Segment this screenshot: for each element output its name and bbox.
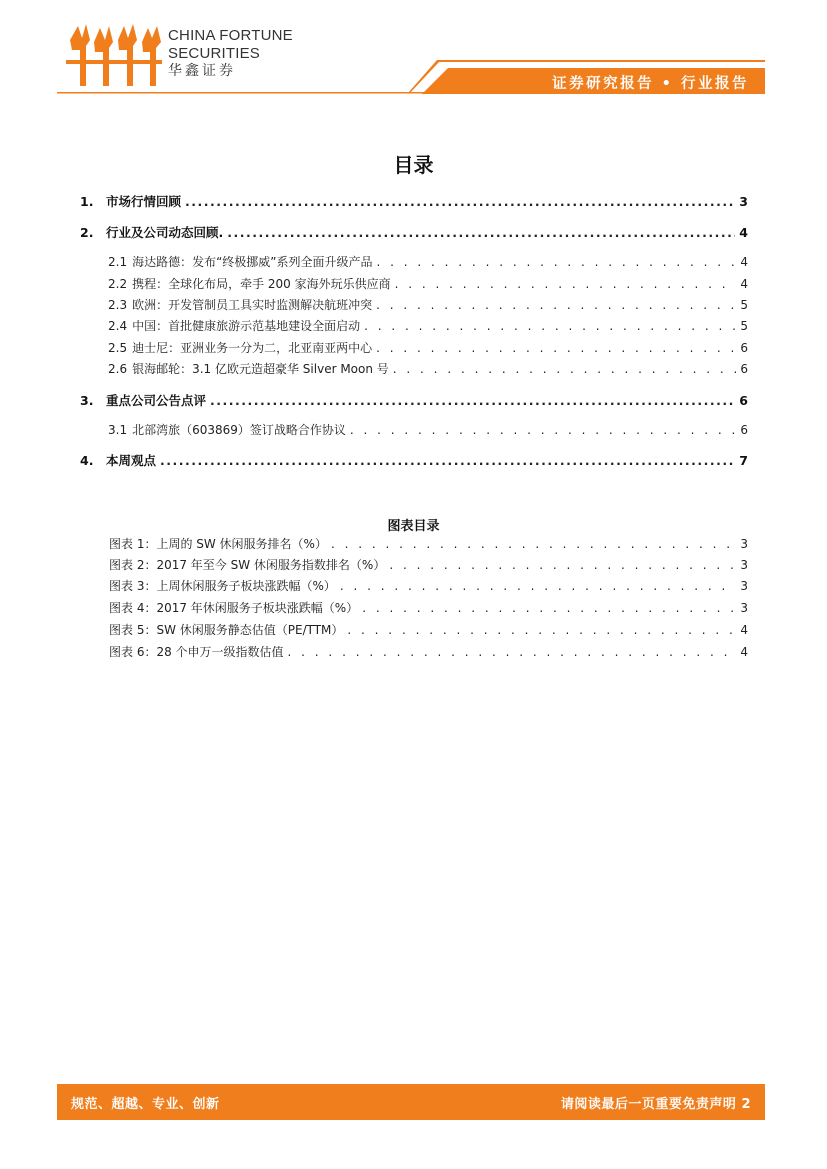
dot-leader	[347, 624, 736, 636]
toc-item-label: 重点公司公告点评	[106, 393, 207, 408]
toc-item-number: 2.6	[108, 362, 128, 376]
toc-subitem[interactable]	[108, 424, 748, 436]
figure-item-label: 图表 2：2017 年至今 SW 休闲服务指数排名（%）	[109, 558, 386, 572]
toc-subitem[interactable]	[108, 320, 748, 332]
toc-item-label: 市场行情回顾	[106, 194, 182, 209]
dot-leader	[160, 455, 735, 468]
toc-item-label: 银海邮轮：3.1 亿欧元造超豪华 Silver Moon 号	[132, 362, 389, 376]
figure-item-page: 3	[740, 537, 748, 551]
dot-leader	[210, 395, 735, 408]
figure-list-item[interactable]	[109, 624, 748, 636]
figure-item-label: 图表 5：SW 休闲服务静态估值（PE/TTM）	[109, 623, 344, 637]
toc-item[interactable]	[80, 227, 748, 240]
toc-item-page: 7	[739, 453, 748, 468]
dot-leader	[376, 342, 736, 354]
toc-item[interactable]	[80, 395, 748, 408]
toc-item-number: 2.2	[108, 277, 128, 291]
toc-item-number: 2.5	[108, 341, 128, 355]
toc-item-label: 北部湾旅（603869）签订战略合作协议	[132, 423, 346, 437]
brand-english-line1: CHINA FORTUNE	[168, 27, 293, 44]
figure-item-page: 4	[740, 645, 748, 659]
toc-item[interactable]	[80, 196, 748, 209]
figure-item-page: 3	[740, 579, 748, 593]
toc-item-number: 1.	[80, 194, 94, 209]
dot-leader	[350, 424, 736, 436]
toc-item-page: 4	[740, 255, 748, 269]
dot-leader	[376, 299, 736, 311]
toc-item-number: 2.	[80, 225, 94, 240]
toc-item-page: 4	[740, 277, 748, 291]
figure-item-page: 3	[740, 558, 748, 572]
figure-item-label: 图表 6：28 个申万一级指数估值	[109, 645, 284, 659]
toc-item-page: 6	[740, 423, 748, 437]
brand-chinese: 华鑫证券	[168, 63, 236, 79]
toc-item-number: 2.3	[108, 298, 128, 312]
figure-item-page: 4	[740, 623, 748, 637]
toc-item-number: 2.4	[108, 319, 128, 333]
dot-leader	[362, 602, 736, 614]
footer-disclaimer-note: 请阅读最后一页重要免责声明 2	[560, 1097, 751, 1112]
dot-leader	[227, 227, 735, 240]
toc-item-label: 欧洲：开发管制员工具实时监测解决航班冲突	[132, 298, 373, 312]
dot-leader	[377, 256, 736, 268]
toc-item-page: 3	[739, 194, 748, 209]
toc-subitem[interactable]	[108, 278, 748, 290]
dot-leader	[185, 196, 735, 209]
toc-subitem[interactable]	[108, 256, 748, 268]
toc-item-number: 3.1	[108, 423, 128, 437]
toc-item-page: 6	[740, 341, 748, 355]
figure-list-item[interactable]	[109, 580, 748, 592]
figure-list-item[interactable]	[109, 646, 748, 658]
toc-item-number: 3.	[80, 393, 94, 408]
figure-item-label: 图表 4：2017 年休闲服务子板块涨跌幅（%）	[109, 601, 359, 615]
figure-item-label: 图表 1：上周的 SW 休闲服务排名（%）	[109, 537, 327, 551]
figure-item-label: 图表 3：上周休闲服务子板块涨跌幅（%）	[109, 579, 336, 593]
report-type-label: 证券研究报告 • 行业报告	[552, 76, 749, 92]
footer-bar	[57, 1084, 765, 1120]
toc-item-page: 5	[740, 298, 748, 312]
toc-item-label: 行业及公司动态回顾.	[106, 225, 224, 240]
toc-item-label: 携程：全球化布局，牵手 200 家海外玩乐供应商	[132, 277, 391, 291]
dot-leader	[395, 278, 736, 290]
dot-leader	[340, 580, 736, 592]
toc-title: 目录	[393, 153, 434, 177]
toc-item[interactable]	[80, 455, 748, 468]
figure-item-page: 3	[740, 601, 748, 615]
toc-item-number: 4.	[80, 453, 94, 468]
toc-subitem[interactable]	[108, 363, 748, 375]
dot-leader	[393, 363, 736, 375]
figure-list-item[interactable]	[109, 559, 748, 571]
toc-item-label: 迪士尼：亚洲业务一分为二，北亚南亚两中心	[132, 341, 373, 355]
toc-item-page: 5	[740, 319, 748, 333]
dot-leader	[389, 559, 736, 571]
figure-list-item[interactable]	[109, 538, 748, 550]
toc-item-label: 海达路德：发布“终极挪威”系列全面升级产品	[132, 255, 373, 269]
brand-english-line2: SECURITIES	[168, 45, 261, 62]
toc-subitem[interactable]	[108, 299, 748, 311]
footer-motto: 规范、超越、专业、创新	[71, 1097, 220, 1112]
figure-list-item[interactable]	[109, 602, 748, 614]
toc-item-label: 本周观点	[106, 453, 157, 468]
toc-subitem[interactable]	[108, 342, 748, 354]
dot-leader	[331, 538, 736, 550]
toc-item-page: 6	[739, 393, 748, 408]
toc-item-page: 6	[740, 362, 748, 376]
toc-item-number: 2.1	[108, 255, 128, 269]
toc-item-label: 中国：首批健康旅游示范基地建设全面启动	[132, 319, 361, 333]
dot-leader	[364, 320, 736, 332]
figure-list-title: 图表目录	[387, 519, 440, 534]
dot-leader	[288, 646, 736, 658]
toc-item-page: 4	[739, 225, 748, 240]
